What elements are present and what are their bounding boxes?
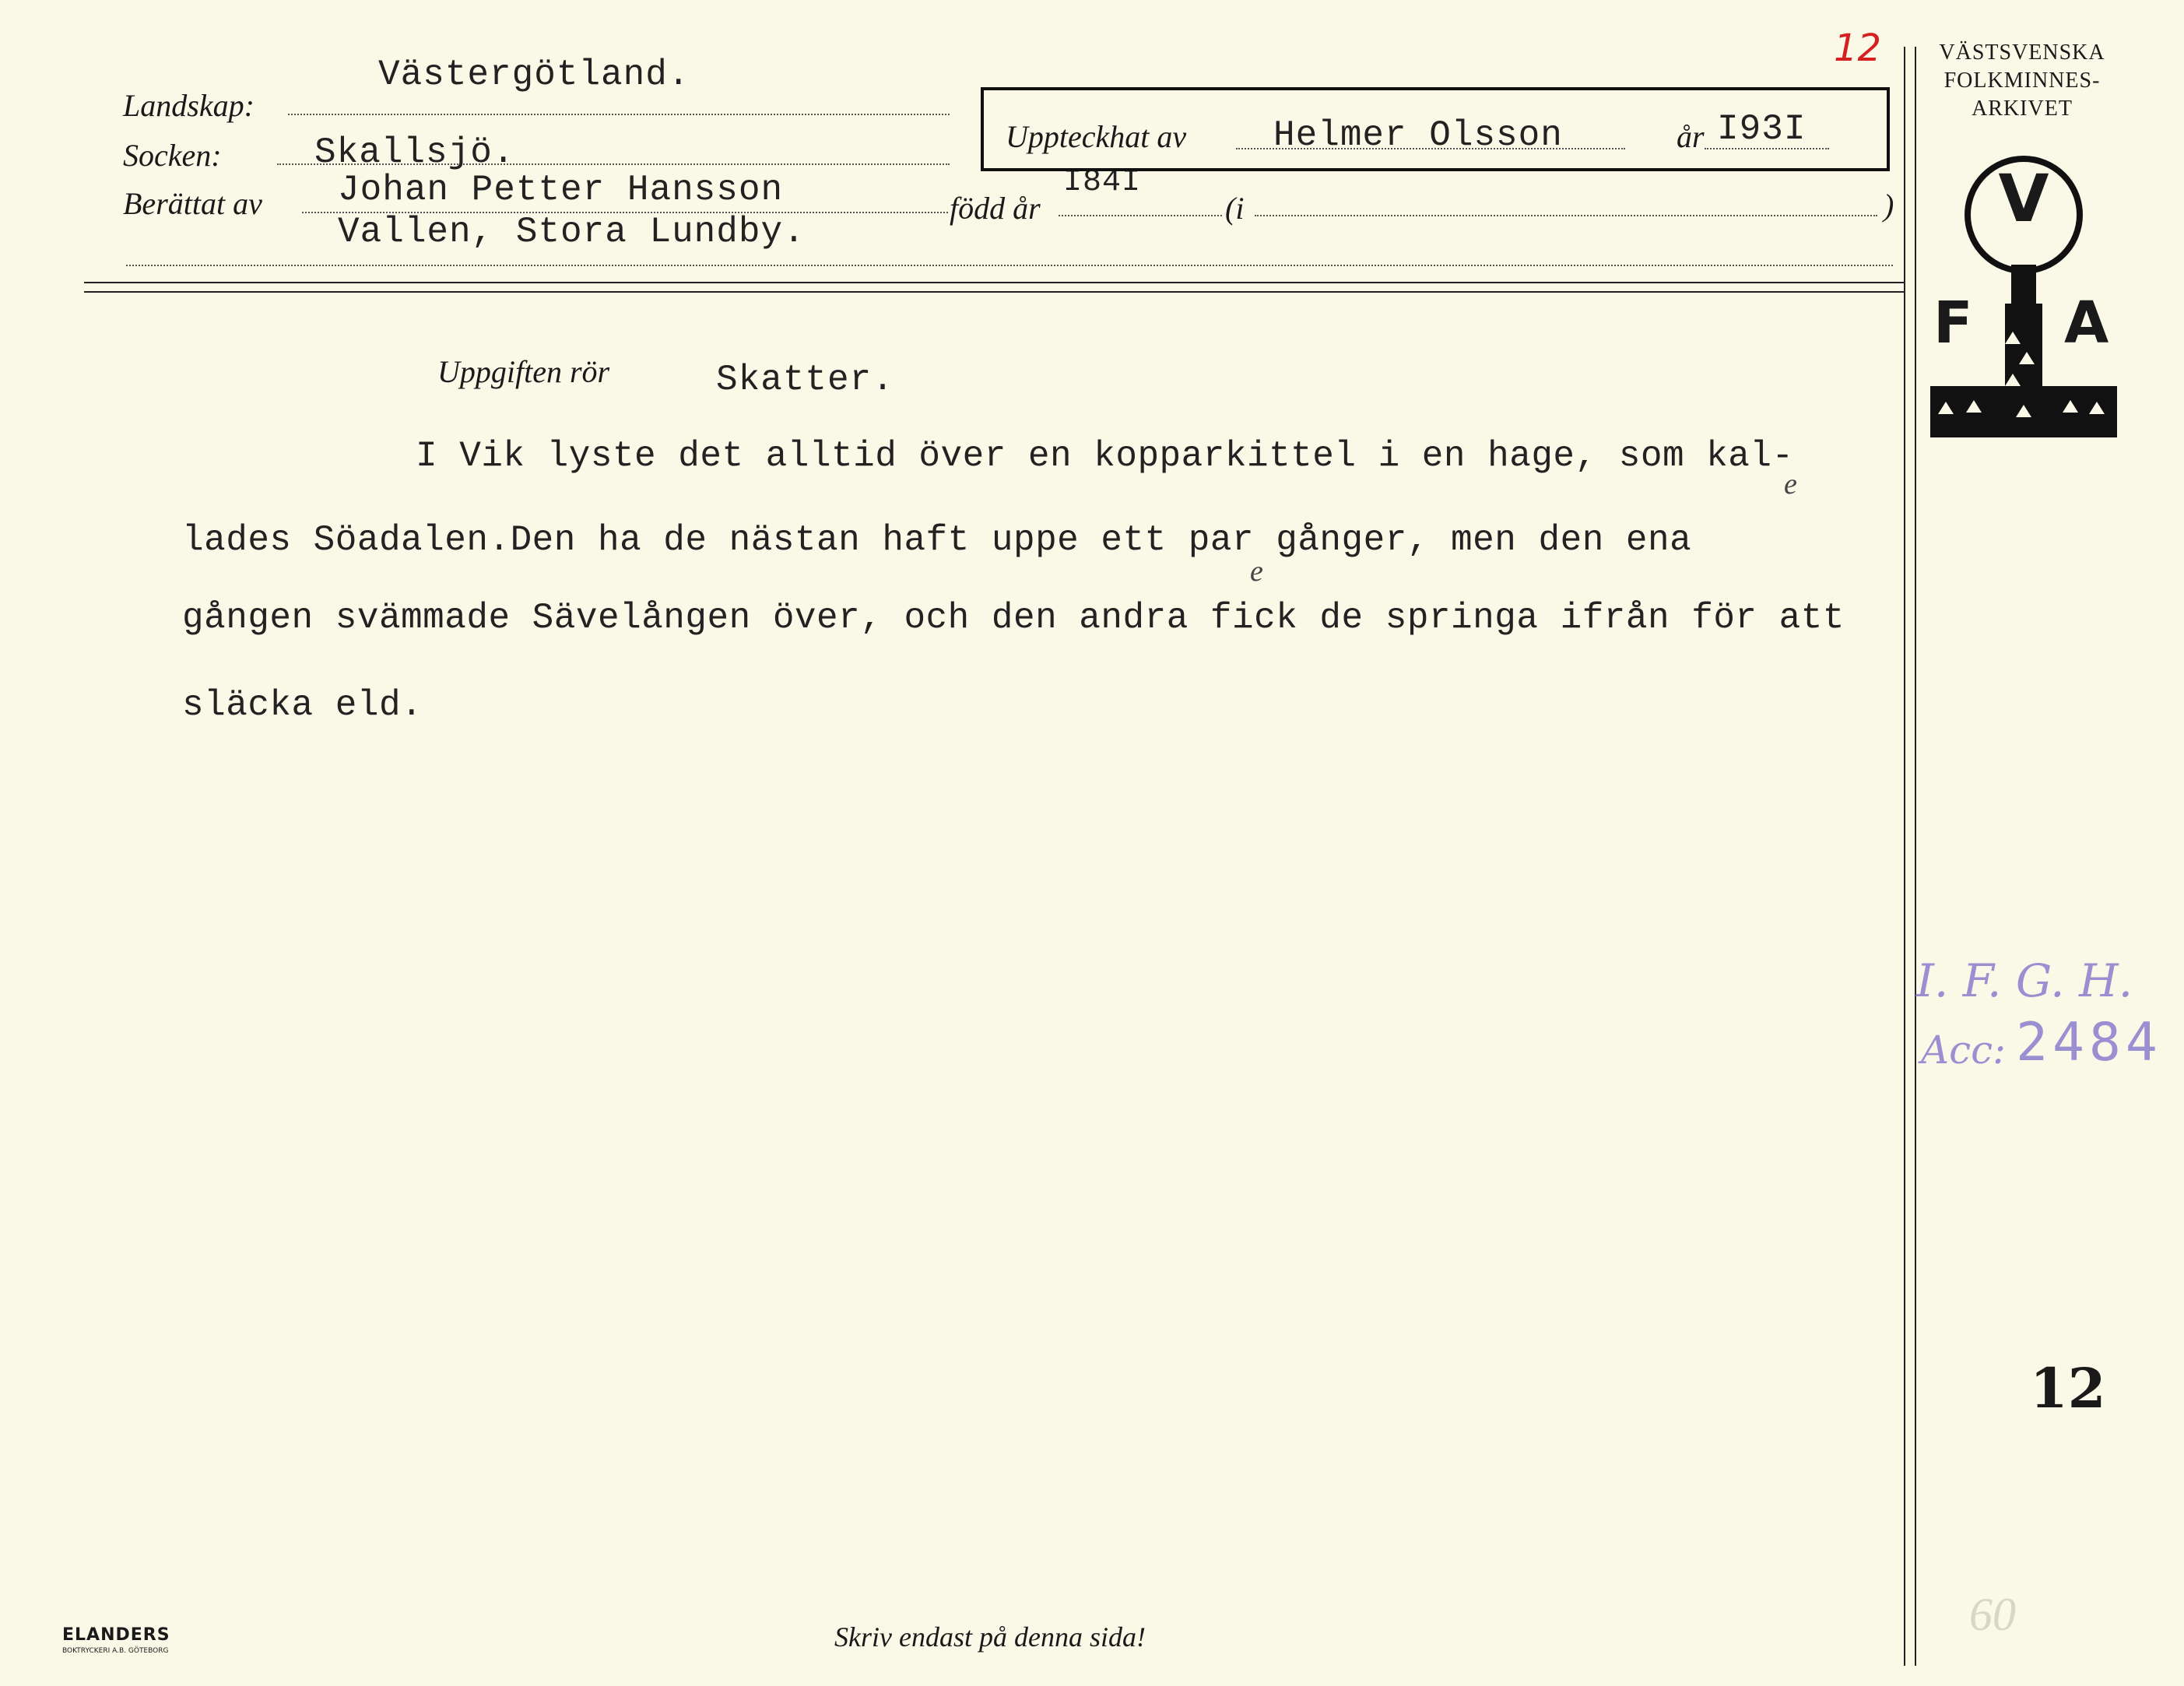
header-rule-1 [84, 282, 1905, 283]
socken-label: Socken: [123, 138, 222, 173]
fodd-value: I84I [1063, 165, 1142, 200]
ar-value: I93I [1717, 109, 1807, 149]
body-line-3: gången svämmade Sävelången över, och den andra fick de springa ifrån för att [182, 598, 1845, 638]
accession-stamp-number: 2484 [2016, 1012, 2162, 1073]
landskap-dotted-line [288, 114, 950, 115]
header-bottom-dotted-line [126, 265, 1893, 266]
subject-label: Uppgiften rör [437, 354, 610, 389]
upptecknat-label: Uppteckhat av [1006, 119, 1187, 154]
body-line-4: släcka eld. [182, 685, 423, 725]
page-number-red: 12 [1834, 26, 1882, 70]
printer-logo [62, 1625, 170, 1645]
socken-value: Skallsjö. [314, 132, 515, 173]
berattat-value-name: Johan Petter Hansson [338, 170, 784, 210]
margin-line-left [1904, 47, 1905, 1666]
fodd-paren-open: (i [1225, 191, 1245, 226]
archive-name-line3: ARKIVET [1972, 97, 2073, 121]
fodd-paren-close: ) [1884, 188, 1894, 223]
archive-logo-letter-a: A [2064, 290, 2109, 357]
printer-sub: BOKTRYCKERI A.B. GÖTEBORG [62, 1647, 169, 1655]
upptecknat-value: Helmer Olsson [1273, 115, 1563, 156]
fodd-label: född år [950, 191, 1041, 226]
archive-logo-letter-f: F [1933, 290, 1973, 357]
ar-label: år [1677, 119, 1705, 154]
handwritten-correction-2: e [1250, 555, 1263, 588]
landskap-value: Västergötland. [378, 54, 690, 95]
berattat-label: Berättat av [123, 186, 262, 221]
body-line-2: lades Söadalen.Den ha de nästan haft uppe ett par gånger, men den ena [182, 520, 1692, 560]
subject-value: Skatter. [716, 360, 894, 400]
header-rule-2 [84, 291, 1905, 293]
landskap-label: Landskap: [123, 88, 255, 123]
margin-line-right [1915, 47, 1916, 1666]
fodd-paren-dotted-line [1255, 215, 1877, 216]
archive-name-line2: FOLKMINNES- [1943, 68, 2101, 93]
handwritten-correction-1: e [1784, 468, 1797, 501]
fodd-dotted-line [1059, 215, 1222, 216]
accession-stamp-acc-label: Acc: [1921, 1027, 2006, 1073]
archive-name-line1: VÄSTSVENSKA [1939, 40, 2105, 65]
printer-name: ELANDERS [62, 1625, 170, 1645]
accession-stamp-line1: I. F. G. H. [1916, 954, 2133, 1007]
footer-instruction: Skriv endast på denna sida! [834, 1621, 1146, 1653]
page-number-print: 12 [2030, 1356, 2106, 1421]
body-line-1: I Vik lyste det alltid över en kopparkittel i en hage, som kal- [416, 436, 1794, 476]
archive-logo-letter-v: V [1998, 160, 2049, 237]
pencil-mark: 60 [1969, 1589, 2016, 1640]
berattat-value-place: Vallen, Stora Lundby. [338, 212, 806, 252]
